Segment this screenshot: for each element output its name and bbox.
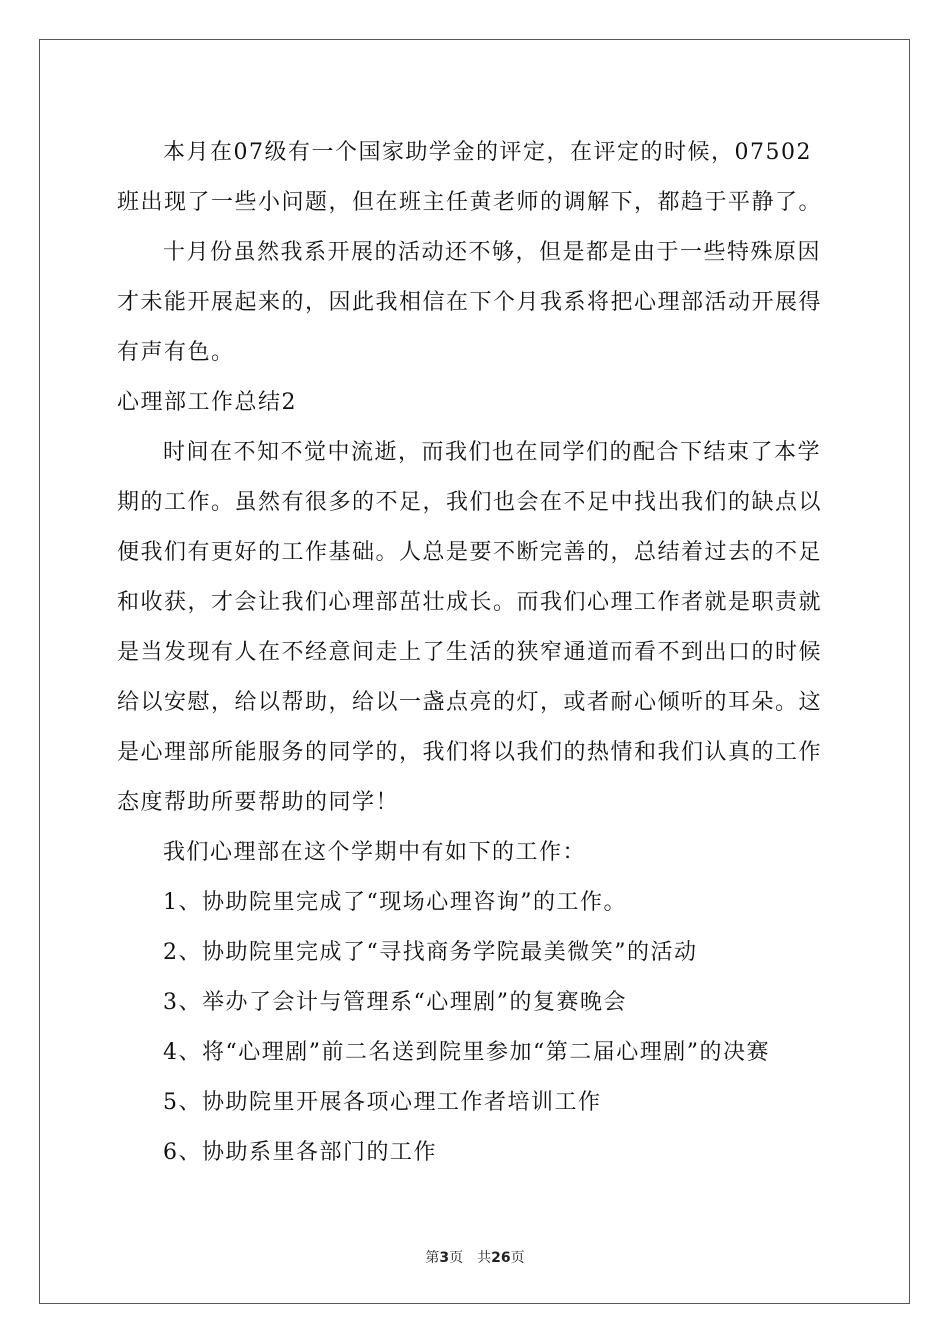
page-current: 3 — [439, 1250, 450, 1266]
text-line: 和收获，才会让我们心理部茁壮成长。而我们心理工作者就是职责就 — [117, 590, 823, 615]
page-prefix: 第 — [425, 1250, 440, 1266]
text-line: 是当发现有人在不经意间走上了生活的狭窄通道而看不到出口的时候 — [117, 640, 823, 665]
section-heading: 心理部工作总结2 — [117, 390, 297, 415]
text-line: 才未能开展起来的，因此我相信在下个月我系将把心理部活动开展得 — [117, 290, 823, 315]
page-suffix: 页 — [510, 1250, 525, 1266]
text-line: 态度帮助所要帮助的同学！ — [117, 790, 400, 815]
document-body — [117, 128, 837, 1178]
text-line: 期的工作。虽然有很多的不足，我们也会在不足中找出我们的缺点以 — [117, 490, 823, 515]
text-line: 我们心理部在这个学期中有如下的工作： — [163, 840, 587, 865]
text-line: 便我们有更好的工作基础。人总是要不断完善的，总结着过去的不足 — [117, 540, 823, 565]
list-item: 2、协助院里完成了“寻找商务学院最美微笑”的活动 — [163, 940, 698, 965]
text-line: 给以安慰，给以帮助，给以一盏点亮的灯，或者耐心倾听的耳朵。这 — [117, 690, 823, 715]
page-mid: 页 共 — [449, 1250, 492, 1266]
text-line: 本月在07级有一个国家助学金的评定，在评定的时候，07502 — [163, 140, 812, 165]
list-item: 5、协助院里开展各项心理工作者培训工作 — [163, 1090, 602, 1115]
list-item: 1、协助院里完成了“现场心理咨询”的工作。 — [163, 890, 627, 915]
list-item: 4、将“心理剧”前二名送到院里参加“第二届心理剧”的决赛 — [163, 1040, 770, 1065]
list-item: 6、协助系里各部门的工作 — [163, 1140, 437, 1165]
list-item: 3、举办了会计与管理系“心理剧”的复赛晚会 — [163, 990, 627, 1015]
page-total: 26 — [491, 1250, 511, 1266]
text-line: 十月份虽然我系开展的活动还不够，但是都是由于一些特殊原因 — [163, 240, 822, 265]
text-line: 是心理部所能服务的同学的，我们将以我们的热情和我们认真的工作 — [117, 740, 823, 765]
text-line: 班出现了一些小问题，但在班主任黄老师的调解下，都趋于平静了。 — [117, 190, 823, 215]
text-line: 时间在不知不觉中流逝，而我们也在同学们的配合下结束了本学 — [163, 440, 822, 465]
text-line: 有声有色。 — [117, 340, 235, 365]
page-footer — [0, 1247, 950, 1267]
